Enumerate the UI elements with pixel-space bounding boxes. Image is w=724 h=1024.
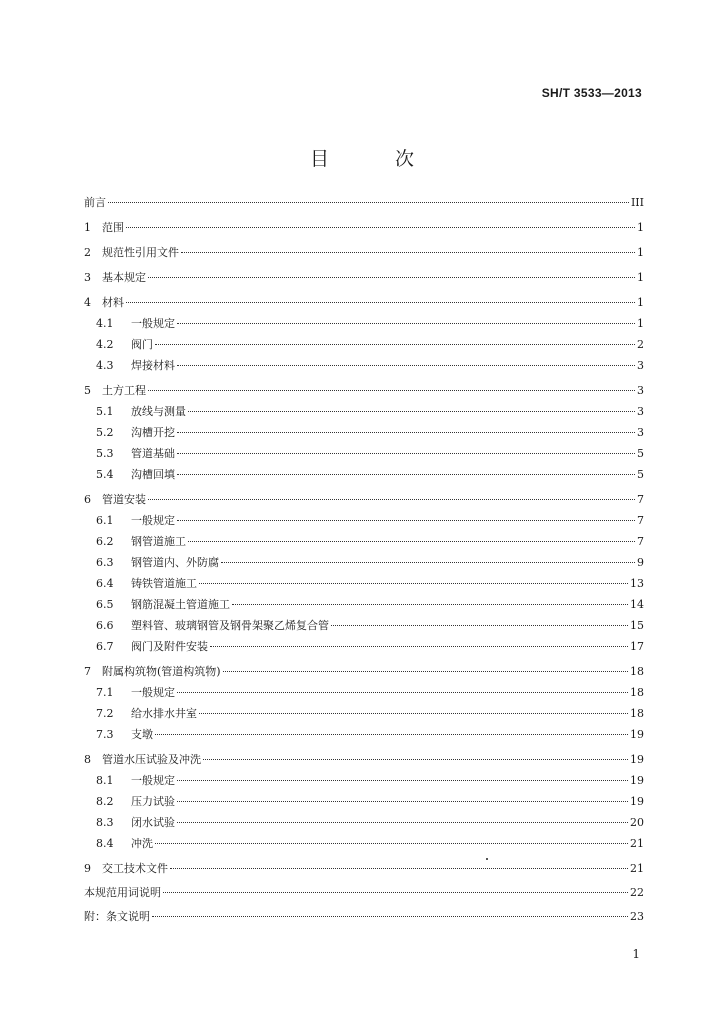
- toc-entry-label: 钢筋混凝土管道施工: [131, 598, 230, 611]
- dot-leader: [210, 645, 628, 647]
- toc-entry-page: 18: [630, 665, 644, 678]
- dot-leader: [177, 431, 635, 433]
- toc-entry[interactable]: [84, 556, 644, 569]
- toc-entry-number: 2: [84, 246, 91, 259]
- toc-entry-label: 支墩: [131, 728, 153, 741]
- toc-entry-page: 7: [637, 514, 644, 527]
- toc-entry-number: 7.1: [96, 686, 114, 699]
- dot-leader: [199, 582, 628, 584]
- toc-entry-page: 3: [637, 426, 644, 439]
- toc-entry-page: 19: [630, 753, 644, 766]
- toc-entry-number: 8.2: [96, 795, 114, 808]
- toc-entry-label: 交工技术文件: [102, 862, 168, 875]
- dot-leader: [177, 821, 628, 823]
- toc-entry-number: 6.7: [96, 640, 114, 653]
- table-of-contents: [84, 196, 644, 923]
- toc-entry-label: 前言: [84, 196, 106, 209]
- toc-entry-number: 5.1: [96, 405, 114, 418]
- page-number: 1: [632, 947, 640, 961]
- toc-entry[interactable]: [84, 598, 644, 611]
- toc-entry-label: 闭水试验: [131, 816, 175, 829]
- toc-entry-label: 材料: [102, 296, 124, 309]
- toc-entry[interactable]: [84, 577, 644, 590]
- toc-entry[interactable]: [84, 535, 644, 548]
- dot-leader: [177, 452, 635, 454]
- toc-entry-label: 阀门: [131, 338, 153, 351]
- toc-entry-number: 8.1: [96, 774, 114, 787]
- toc-entry-page: 19: [630, 728, 644, 741]
- toc-entry[interactable]: [84, 728, 644, 741]
- toc-entry-number: 4.3: [96, 359, 114, 372]
- toc-entry[interactable]: [84, 221, 644, 234]
- toc-entry-page: 3: [637, 359, 644, 372]
- toc-entry-number: 5.2: [96, 426, 114, 439]
- toc-entry[interactable]: [84, 774, 644, 787]
- toc-entry-number: 6.3: [96, 556, 114, 569]
- toc-entry-page: 19: [630, 774, 644, 787]
- dot-leader: [155, 343, 635, 345]
- toc-entry-label: 土方工程: [102, 384, 146, 397]
- toc-entry-label: 附属构筑物(管道构筑物): [102, 665, 221, 678]
- toc-entry-label: 压力试验: [131, 795, 175, 808]
- dot-leader: [188, 540, 635, 542]
- toc-entry-page: 21: [630, 862, 644, 875]
- toc-entry-number: 3: [84, 271, 91, 284]
- toc-entry[interactable]: [84, 862, 644, 875]
- toc-entry[interactable]: [84, 384, 644, 397]
- toc-entry[interactable]: [84, 196, 644, 209]
- dot-leader: [170, 867, 628, 869]
- toc-entry[interactable]: [84, 468, 644, 481]
- toc-entry-number: 4: [84, 296, 91, 309]
- toc-entry-number: 7.2: [96, 707, 114, 720]
- toc-entry-page: 17: [630, 640, 644, 653]
- toc-entry[interactable]: [84, 816, 644, 829]
- toc-entry-number: 7.3: [96, 728, 114, 741]
- toc-entry[interactable]: [84, 246, 644, 259]
- dot-leader: [181, 251, 635, 253]
- toc-entry-label: 塑料管、玻璃钢管及钢骨架聚乙烯复合管: [131, 619, 329, 632]
- dot-leader: [199, 712, 628, 714]
- toc-entry-number: 8.4: [96, 837, 114, 850]
- toc-entry-label: 沟槽回填: [131, 468, 175, 481]
- toc-entry[interactable]: [84, 296, 644, 309]
- toc-entry-page: 13: [630, 577, 644, 590]
- toc-entry-label: 管道安装: [102, 493, 146, 506]
- toc-entry-number: 5: [84, 384, 91, 397]
- toc-entry-number: 6.6: [96, 619, 114, 632]
- toc-entry-number: 6.2: [96, 535, 114, 548]
- toc-entry-page: 5: [637, 447, 644, 460]
- toc-entry-page: 23: [630, 910, 644, 923]
- dot-leader: [177, 779, 628, 781]
- toc-entry-page: 15: [630, 619, 644, 632]
- toc-entry-page: 21: [630, 837, 644, 850]
- dot-leader: [126, 226, 635, 228]
- dot-leader: [108, 201, 629, 203]
- toc-entry[interactable]: [84, 426, 644, 439]
- toc-entry-number: 6.1: [96, 514, 114, 527]
- dot-leader: [148, 389, 635, 391]
- toc-entry-number: 6.4: [96, 577, 114, 590]
- toc-entry[interactable]: [84, 753, 644, 766]
- toc-entry[interactable]: [84, 910, 644, 923]
- toc-entry-number: 7: [84, 665, 91, 678]
- toc-entry[interactable]: [84, 619, 644, 632]
- toc-entry-number: 5.4: [96, 468, 114, 481]
- toc-entry-label: 规范性引用文件: [102, 246, 179, 259]
- toc-entry-page: 1: [637, 271, 644, 284]
- toc-entry[interactable]: [84, 707, 644, 720]
- toc-entry[interactable]: [84, 795, 644, 808]
- dot-leader: [163, 891, 628, 893]
- dot-leader: [152, 915, 628, 917]
- toc-entry[interactable]: [84, 317, 644, 330]
- toc-entry-label: 冲洗: [131, 837, 153, 850]
- toc-entry-label: 铸铁管道施工: [131, 577, 197, 590]
- dot-leader: [126, 301, 635, 303]
- toc-entry-page: 5: [637, 468, 644, 481]
- dot-leader: [177, 473, 635, 475]
- toc-entry-page: 3: [637, 384, 644, 397]
- dot-leader: [188, 410, 635, 412]
- toc-entry[interactable]: [84, 640, 644, 653]
- toc-entry-number: 1: [84, 221, 91, 234]
- toc-entry-page: 2: [637, 338, 644, 351]
- dot-leader: [232, 603, 628, 605]
- toc-entry-page: 7: [637, 535, 644, 548]
- toc-entry-label: 一般规定: [131, 686, 175, 699]
- dot-leader: [177, 364, 635, 366]
- toc-entry-page: 20: [630, 816, 644, 829]
- toc-entry-page: 7: [637, 493, 644, 506]
- toc-entry[interactable]: [84, 447, 644, 460]
- toc-entry-number: 4.1: [96, 317, 114, 330]
- toc-entry-label: 焊接材料: [131, 359, 175, 372]
- toc-entry-label: 基本规定: [102, 271, 146, 284]
- toc-entry-number: 4.2: [96, 338, 114, 351]
- dot-leader: [148, 276, 635, 278]
- toc-entry-page: 1: [637, 246, 644, 259]
- toc-entry-label: 本规范用词说明: [84, 886, 161, 899]
- toc-entry-number: 8: [84, 753, 91, 766]
- toc-entry-label: 沟槽开挖: [131, 426, 175, 439]
- dot-leader: [221, 561, 635, 563]
- dot-leader: [155, 733, 628, 735]
- toc-entry-label: 一般规定: [131, 514, 175, 527]
- toc-entry[interactable]: [84, 359, 644, 372]
- toc-entry-number: 5.3: [96, 447, 114, 460]
- dot-leader: [331, 624, 628, 626]
- dot-leader: [223, 670, 628, 672]
- toc-entry-label: 钢管道内、外防腐: [131, 556, 219, 569]
- toc-entry-page: 9: [637, 556, 644, 569]
- toc-entry-label: 管道水压试验及冲洗: [102, 753, 201, 766]
- dot-leader: [177, 691, 628, 693]
- toc-entry-label: 钢管道施工: [131, 535, 186, 548]
- toc-entry-page: 14: [630, 598, 644, 611]
- toc-entry[interactable]: [84, 338, 644, 351]
- toc-entry-number: 9: [84, 862, 91, 875]
- toc-entry[interactable]: [84, 405, 644, 418]
- document-code: SH/T 3533—2013: [541, 86, 642, 100]
- toc-entry[interactable]: [84, 493, 644, 506]
- toc-entry-page: 1: [637, 317, 644, 330]
- dot-leader: [177, 519, 635, 521]
- page-title: 目 次: [309, 148, 445, 170]
- toc-entry[interactable]: [84, 886, 644, 899]
- toc-entry-page: 3: [637, 405, 644, 418]
- toc-entry[interactable]: [84, 514, 644, 527]
- toc-entry-label: 一般规定: [131, 774, 175, 787]
- toc-entry-page: 1: [637, 221, 644, 234]
- dot-leader: [177, 800, 628, 802]
- toc-entry[interactable]: [84, 686, 644, 699]
- toc-entry-label: 范围: [102, 221, 124, 234]
- toc-entry-label: 阀门及附件安装: [131, 640, 208, 653]
- toc-entry[interactable]: [84, 271, 644, 284]
- toc-entry[interactable]: [84, 665, 644, 678]
- toc-entry-number: 6: [84, 493, 91, 506]
- toc-entry-number: 8.3: [96, 816, 114, 829]
- toc-entry-page: III: [630, 196, 644, 209]
- toc-entry-number: 6.5: [96, 598, 114, 611]
- toc-entry-label: 放线与测量: [131, 405, 186, 418]
- toc-entry-label: 一般规定: [131, 317, 175, 330]
- toc-entry-page: 22: [630, 886, 644, 899]
- scan-speck: [486, 858, 488, 860]
- toc-entry[interactable]: [84, 837, 644, 850]
- toc-entry-label: 附：条文说明: [84, 910, 150, 923]
- toc-entry-label: 给水排水井室: [131, 707, 197, 720]
- toc-entry-page: 18: [630, 707, 644, 720]
- dot-leader: [155, 842, 628, 844]
- toc-entry-page: 18: [630, 686, 644, 699]
- toc-entry-page: 1: [637, 296, 644, 309]
- toc-entry-page: 19: [630, 795, 644, 808]
- dot-leader: [203, 758, 628, 760]
- dot-leader: [177, 322, 635, 324]
- toc-entry-label: 管道基础: [131, 447, 175, 460]
- dot-leader: [148, 498, 635, 500]
